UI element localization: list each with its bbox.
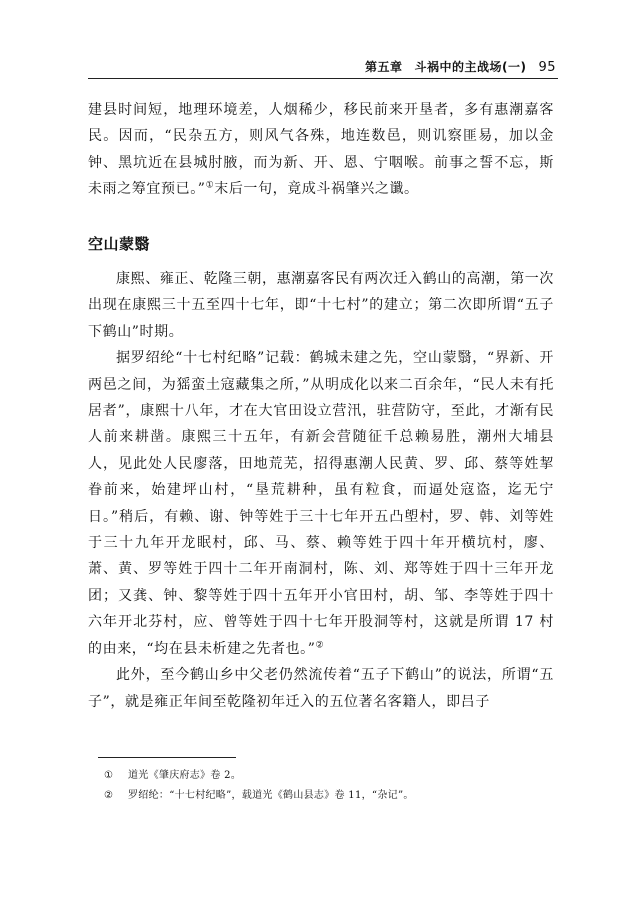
footnotes [104,766,554,806]
footnote-text: 罗绍纶：“十七村纪略”，载道光《鹤山县志》卷 11，“杂记”。 [128,790,414,801]
footnote-mark: ② [104,790,114,801]
paragraph-2: 据罗绍纶“十七村纪略”记载：鹤城未建之先，空山蒙翳，“界新、开两邑之间，为猺蛮土寇藏集之所，”从明成化以来二百余年，“民人未有托居者”，康熙十八年，才在大官田设立营汛，驻营防守，至此，才渐有民人前来耕凿。康熙三十五年，有新会营随征千总赖易胜，潮州大埔县人，见此处人民廖落，田地荒芜，招得惠潮人民黄、罗、邱、蔡等姓挈眷前来，始建坪山村，“垦荒耕种，虽有粒食，而逼处寇盗，迄无宁日。”稍后，有赖、谢、钟等姓于三十七年开五凸塱村，罗、韩、刘等姓于三十九年开龙眠村，邱、马、蔡、赖等姓于四十年开横坑村，廖、萧、黄、罗等姓于四十二年开南洞村，陈、刘、郑等姓于四十三年开龙团；又龚、钟、黎等姓于四十五年开小官田村，胡、邹、李等姓于四十六年开北芬村，应、曾等姓于四十七年开股洞等村，这就是所谓 17 村的由来，“均在县未析建之先者也。”② [88,350,554,657]
chapter-title: 斗祸中的主战场(一) [414,60,527,74]
footnote-ref-2: ② [315,640,325,651]
footnote-mark: ① [104,770,114,781]
header-rule [88,78,558,79]
footnote-ref-1: ① [205,180,215,191]
footnote-rule [98,757,236,758]
top-text-block [88,97,554,203]
paragraph-1: 康熙、雍正、乾隆三朝，惠潮嘉客民有两次迁入鹤山的高潮，第一次出现在康熙三十五至四十七年，即“十七村”的建立；第二次即所谓“五子下鹤山”时期。 [88,271,554,340]
paragraph-3: 此外，至今鹤山乡中父老仍然流传着“五子下鹤山”的说法，所谓“五子”，就是雍正年间至乾隆初年迁入的五位著名客籍人，即吕子 [88,667,554,710]
footnote-2 [104,786,554,806]
running-header [365,58,556,75]
chapter-label: 第五章 [364,60,403,74]
page-number: 95 [538,60,556,75]
footnote-text: 道光《肇庆府志》卷 2。 [128,770,242,781]
footnote-1 [104,766,554,786]
section-title: 空山蒙翳 [88,235,151,253]
section-body [88,266,554,715]
paragraph-continued: 建县时间短，地理环境差，人烟稀少，移民前来开垦者，多有惠潮嘉客民。因而，“民杂五方，则风气各殊，地连数邑，则讥察匪易，加以金钟、黑坑近在县城肘腋，而为新、开、恩、宁咽喉。前事之誓不忘，斯未雨之筹宜预已。”①末后一句，竟成斗祸肇兴之谶。 [88,102,554,198]
